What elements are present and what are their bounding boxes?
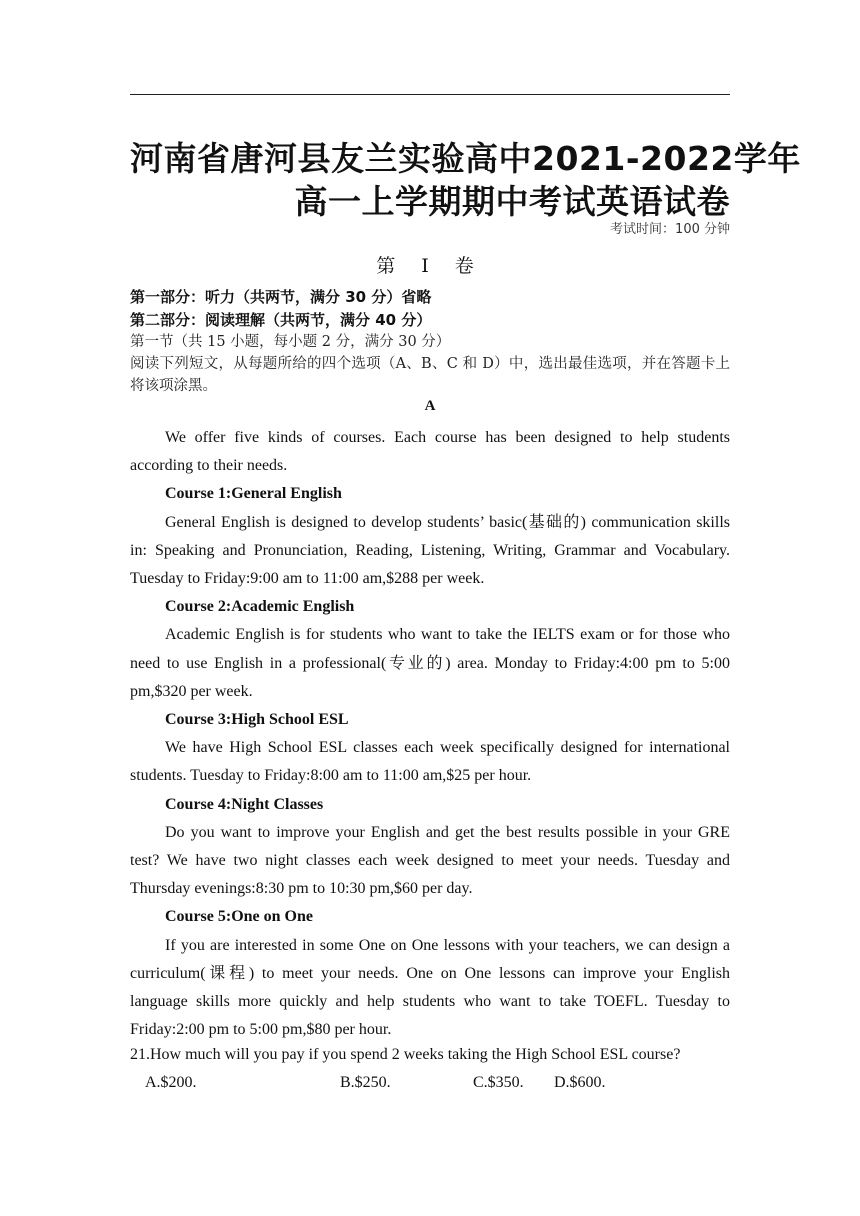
part1-heading: 第一部分：听力（共两节，满分 30 分）省略 [130,288,432,306]
option-a: A.$200. [145,1074,197,1091]
section1-heading: 第一节（共 15 小题，每小题 2 分，满分 30 分） [130,334,451,350]
course-description: General English is designed to develop students’ basic(基础的) communication skills in: Speaking and Pronunciation, Reading, Listening, Writing, Grammar and Vocabulary. Tuesday to Friday:9:00 am to 11:00 am,$288 per week. [130,513,730,588]
option-c: C.$350. [473,1074,524,1091]
passage-letter: A [424,398,436,414]
instructions: 阅读下列短文，从每题所给的四个选项（A、B、C 和 D）中，选出最佳选项，并在答题卡上将该项涂黑。 [130,356,730,394]
course-description: Academic English is for students who want to take the IELTS exam or for those who need to use English in a professional(专业的) area. Monday to Friday:4:00 pm to 5:00 pm,$320 per week. [130,626,730,700]
exam-title-line2: 高一上学期期中考试英语试卷 [294,182,730,221]
course-heading: Course 1:General English [165,485,342,503]
question-21: 21.How much will you pay if you spend 2 weeks taking the High School ESL course? [130,1046,681,1063]
part2-heading: 第二部分：阅读理解（共两节，满分 40 分） [130,311,432,329]
course-heading: Course 2:Academic English [165,598,355,616]
volume-label: 第 Ⅰ 卷 [376,255,484,277]
passage-intro: We offer five kinds of courses. Each course has been designed to help students according to their needs. [130,429,730,475]
exam-title-line1: 河南省唐河县友兰实验高中2021-2022学年 [130,139,801,178]
course-description: We have High School ESL classes each week specifically designed for international students. Tuesday to Friday:8:00 am to 11:00 am,$25 per hour. [130,739,730,785]
exam-time: 考试时间：100 分钟 [610,222,730,237]
course-description: If you are interested in some One on One lessons with your teachers, we can design a curriculum(课程) to meet your needs. One on One lessons can improve your English language skills more quickly and help students who want to take TOEFL. Tuesday to Friday:2:00 pm to 5:00 pm,$80 per hour. [130,936,730,1039]
course-heading: Course 5:One on One [165,908,313,926]
course-heading: Course 3:High School ESL [165,711,349,729]
header-rule [130,94,730,95]
passage-body [130,424,730,1044]
option-b: B.$250. [340,1074,391,1091]
course-description: Do you want to improve your English and get the best results possible in your GRE test? We have two night classes each week designed to meet your needs. Tuesday and Thursday evenings:8:30 pm to 10:30 pm,$60 per day. [130,823,730,898]
option-d: D.$600. [554,1074,606,1091]
course-heading: Course 4:Night Classes [165,795,324,813]
